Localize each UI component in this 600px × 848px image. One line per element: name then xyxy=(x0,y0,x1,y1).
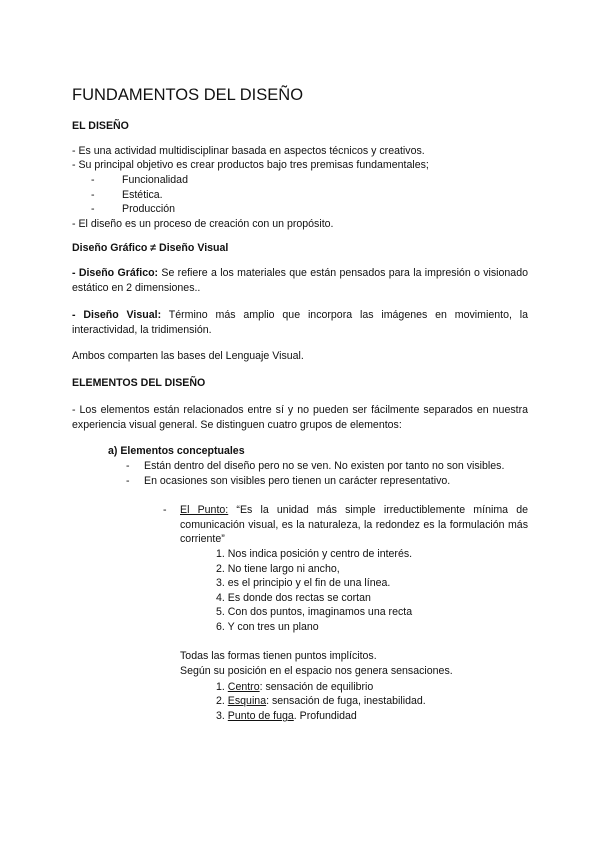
paragraph-diseno-visual xyxy=(72,308,528,337)
numbered-item: 1. Nos indica posición y centro de interés. xyxy=(216,548,413,560)
term-definition: Se refiere a los materiales que están pensados para la impresión o visionado estático en 2 dimensiones.. xyxy=(72,267,528,294)
bullet-dash: - xyxy=(163,504,167,516)
term-label: El Punto: xyxy=(180,504,229,516)
paragraph-diseno-grafico xyxy=(72,266,528,295)
section-heading-elementos: ELEMENTOS DEL DISEÑO xyxy=(72,377,206,389)
numbered-item: 6. Y con tres un plano xyxy=(216,621,319,633)
numbered-item-esquina xyxy=(216,694,426,709)
item-description: : sensación de equilibrio xyxy=(259,681,374,693)
paragraph-line: Todas las formas tienen puntos implícitos. xyxy=(180,650,377,662)
numbered-item: 2. No tiene largo ni ancho, xyxy=(216,563,340,575)
numbered-item-punto-de-fuga xyxy=(216,709,357,724)
list-item: Funcionalidad xyxy=(122,174,188,186)
section-heading-grafico-visual: Diseño Gráfico ≠ Diseño Visual xyxy=(72,242,229,254)
paragraph-line: Ambos comparten las bases del Lenguaje Visual. xyxy=(72,350,304,362)
list-item: Estética. xyxy=(122,189,163,201)
item-number: 2. xyxy=(216,695,225,707)
item-term: Punto de fuga xyxy=(227,710,294,722)
term-definition: Término más amplio que incorpora las imágenes en movimiento, la interactividad, la tridimensión. xyxy=(72,309,528,336)
list-item: En ocasiones son visibles pero tienen un carácter representativo. xyxy=(144,475,451,487)
item-term: Esquina xyxy=(227,695,267,707)
paragraph-line: - El diseño es un proceso de creación con un propósito. xyxy=(72,218,334,230)
term-label: - Diseño Visual: xyxy=(72,309,162,321)
item-description: : sensación de fuga, inestabilidad. xyxy=(266,695,426,707)
item-number: 3. xyxy=(216,710,225,722)
term-label: - Diseño Gráfico: xyxy=(72,267,159,279)
paragraph-el-punto xyxy=(180,503,528,547)
list-item: Están dentro del diseño pero no se ven. No existen por tanto no son visibles. xyxy=(144,460,505,472)
item-description: . Profundidad xyxy=(293,710,357,722)
bullet-dash: - xyxy=(91,189,95,201)
paragraph-elementos-intro: - Los elementos están relacionados entre sí y no pueden ser fácilmente separados en nuestra experiencia visual general. Se distinguen cuatro grupos de elementos: xyxy=(72,404,528,431)
bullet-dash: - xyxy=(126,460,130,472)
numbered-item: 5. Con dos puntos, imaginamos una recta xyxy=(216,606,413,618)
numbered-item: 3. es el principio y el fin de una línea. xyxy=(216,577,391,589)
numbered-item-centro xyxy=(216,680,373,695)
bullet-dash: - xyxy=(91,203,95,215)
bullet-dash: - xyxy=(126,475,130,487)
list-item: Producción xyxy=(122,203,175,215)
bullet-dash: - xyxy=(91,174,95,186)
paragraph-line: - Su principal objetivo es crear productos bajo tres premisas fundamentales; xyxy=(72,159,429,171)
paragraph-line: Según su posición en el espacio nos genera sensaciones. xyxy=(180,665,453,677)
term-definition: “Es la unidad más simple irreductiblemente mínima de comunicación visual, es la naturaleza, la redondez es la formulación más corriente” xyxy=(180,504,528,546)
item-number: 1. xyxy=(216,681,225,693)
item-term: Centro xyxy=(227,681,260,693)
page-title: FUNDAMENTOS DEL DISEÑO xyxy=(72,86,304,104)
numbered-item: 4. Es donde dos rectas se cortan xyxy=(216,592,371,604)
paragraph-line: - Es una actividad multidisciplinar basada en aspectos técnicos y creativos. xyxy=(72,145,425,157)
subsection-heading-conceptuales: a) Elementos conceptuales xyxy=(108,445,245,457)
section-heading-el-diseno: EL DISEÑO xyxy=(72,120,129,132)
